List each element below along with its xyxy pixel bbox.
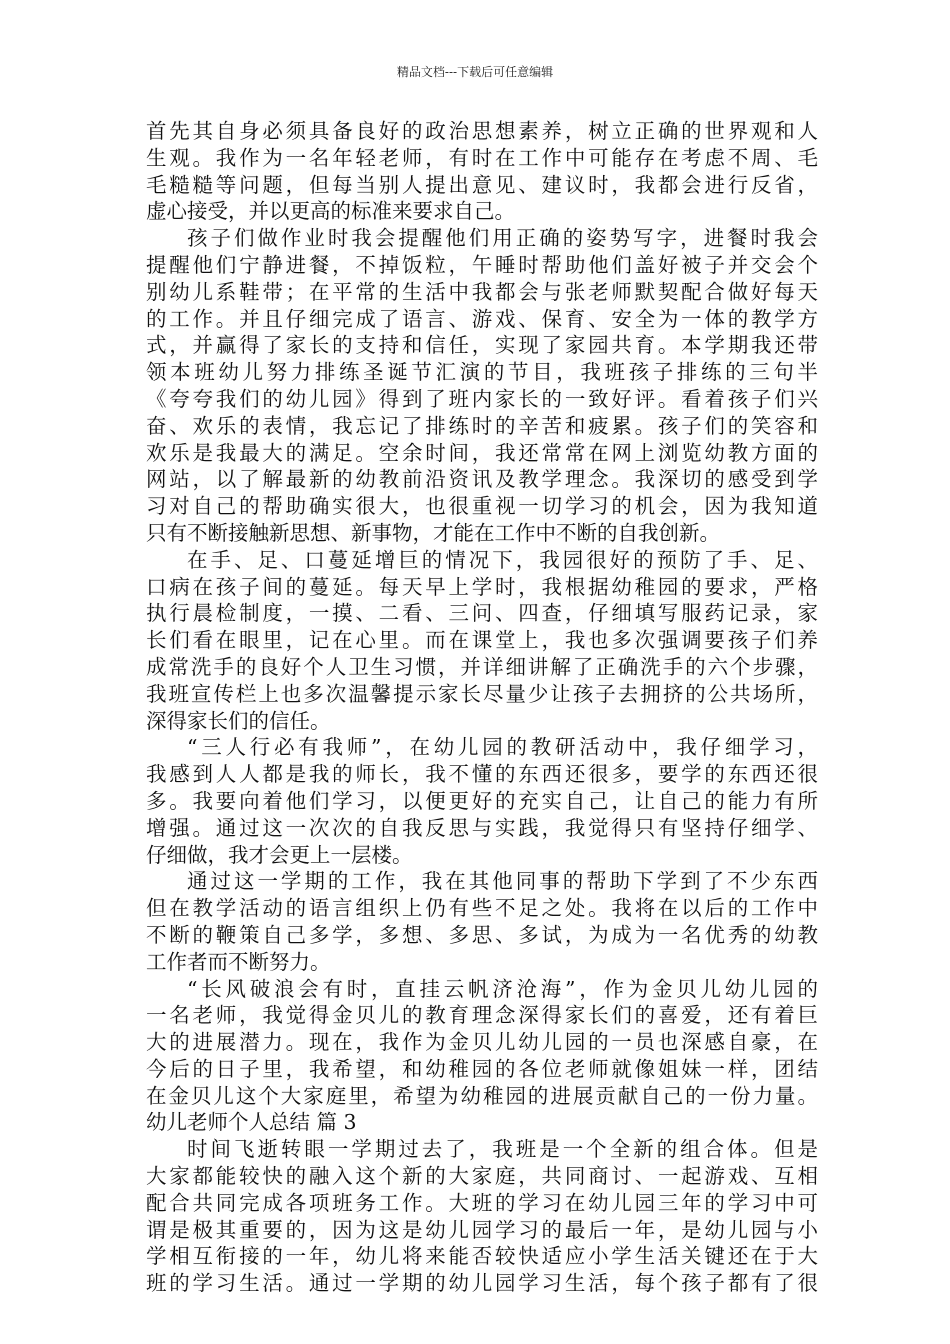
text-line: 成常洗手的良好个人卫生习惯，并详细讲解了正确洗手的六个步骤， — [146, 654, 818, 679]
text-line: 大的进展潜力。现在，我作为金贝儿幼儿园的一员也深感自豪，在 — [146, 1030, 818, 1055]
text-line: 学相互衔接的一年，幼儿将来能否较快适应小学生活关键还在于大 — [146, 1244, 818, 1269]
text-line: 欢乐是我最大的满足。空余时间，我还常常在网上浏览幼教方面的 — [146, 440, 818, 465]
text-line: 网站，以了解最新的幼教前沿资讯及教学理念。我深切的感受到学 — [146, 467, 818, 492]
text-line: 增强。通过这一次次的自我反思与实践，我觉得只有坚持仔细学、 — [146, 815, 818, 840]
text-line: 配合共同完成各项班务工作。大班的学习在幼儿园三年的学习中可 — [146, 1190, 818, 1215]
text-line: 的工作。并且仔细完成了语言、游戏、保育、安全为一体的教学方 — [146, 306, 818, 331]
text-line: 别幼儿系鞋带；在平常的生活中我都会与张老师默契配合做好每天 — [146, 279, 818, 304]
text-line: 今后的日子里，我希望，和幼稚园的各位老师就像姐妹一样，团结 — [146, 1056, 818, 1081]
text-line: 时间飞逝转眼一学期过去了，我班是一个全新的组合体。但是 — [187, 1137, 818, 1162]
text-line: 奋、欢乐的表情，我忘记了排练时的辛苦和疲累。孩子们的笑容和 — [146, 413, 818, 438]
text-line: 孩子们做作业时我会提醒他们用正确的姿势写字，进餐时我会 — [187, 226, 818, 251]
text-line: 谓是极其重要的，因为这是幼儿园学习的最后一年，是幼儿园与小 — [146, 1217, 818, 1242]
text-line: 生观。我作为一名年轻老师，有时在工作中可能存在考虑不周、毛 — [146, 145, 818, 170]
text-line: 不断的鞭策自己多学，多想、多思、多试，为成为一名优秀的幼教 — [146, 922, 818, 947]
text-line: 我班宣传栏上也多次温馨提示家长尽量少让孩子去拥挤的公共场所， — [146, 681, 818, 706]
text-line: “三人行必有我师”，在幼儿园的教研活动中，我仔细学习， — [187, 735, 818, 760]
text-line: 长们看在眼里，记在心里。而在课堂上，我也多次强调要孩子们养 — [146, 628, 818, 653]
text-line: 式，并赢得了家长的支持和信任，实现了家园共育。本学期我还带 — [146, 333, 818, 358]
page-header: 精品文档---下载后可任意编辑 — [396, 65, 554, 79]
text-line: “长风破浪会有时，直挂云帆济沧海”，作为金贝儿幼儿园的 — [187, 976, 818, 1001]
text-line: 通过这一学期的工作，我在其他同事的帮助下学到了不少东西 — [187, 869, 818, 894]
text-line: 在金贝儿这个大家庭里，希望为幼稚园的进展贡献自己的一份力量。 — [146, 1083, 818, 1108]
text-line: 提醒他们宁静进餐，不掉饭粒，午睡时帮助他们盖好被子并交会个 — [146, 252, 818, 277]
text-line: 多。我要向着他们学习，以便更好的充实自己，让自己的能力有所 — [146, 788, 818, 813]
text-line: 习对自己的帮助确实很大，也很重视一切学习的机会，因为我知道 — [146, 494, 818, 519]
text-line: 深得家长们的信任。 — [146, 708, 331, 733]
text-line: 毛糙糙等问题，但每当别人提出意见、建议时，我都会进行反省， — [146, 172, 818, 197]
text-line: 但在教学活动的语言组织上仍有些不足之处。我将在以后的工作中 — [146, 896, 818, 921]
text-line: 虚心接受，并以更高的标准来要求自己。 — [146, 199, 515, 224]
text-line: 一名老师，我觉得金贝儿的教育理念深得家长们的喜爱，还有着巨 — [146, 1003, 818, 1028]
text-line: 我感到人人都是我的师长，我不懂的东西还很多，要学的东西还很 — [146, 762, 818, 787]
text-line: 班的学习生活。通过一学期的幼儿园学习生活，每个孩子都有了很 — [146, 1271, 818, 1296]
document-body — [146, 118, 818, 1297]
text-line: 领本班幼儿努力排练圣诞节汇演的节目，我班孩子排练的三句半 — [146, 360, 818, 385]
text-line: 口病在孩子间的蔓延。每天早上学时，我根据幼稚园的要求，严格 — [146, 574, 818, 599]
text-line: 只有不断接触新思想、新事物，才能在工作中不断的自我创新。 — [146, 520, 720, 545]
text-line: 《夸夸我们的幼儿园》得到了班内家长的一致好评。看着孩子们兴 — [146, 386, 818, 411]
text-line: 大家都能较快的融入这个新的大家庭，共同商讨、一起游戏、互相 — [146, 1164, 818, 1189]
text-line: 工作者而不断努力。 — [146, 949, 331, 974]
text-line: 在手、足、口蔓延增巨的情况下，我园很好的预防了手、足、 — [187, 547, 818, 572]
text-line: 首先其自身必须具备良好的政治思想素养，树立正确的世界观和人 — [146, 119, 818, 143]
text-line: 执行晨检制度，一摸、二看、三问、四查，仔细填写服药记录，家 — [146, 601, 818, 626]
text-line: 幼儿老师个人总结 篇 3 — [146, 1110, 357, 1135]
text-line: 仔细做，我才会更上一层楼。 — [146, 842, 413, 867]
